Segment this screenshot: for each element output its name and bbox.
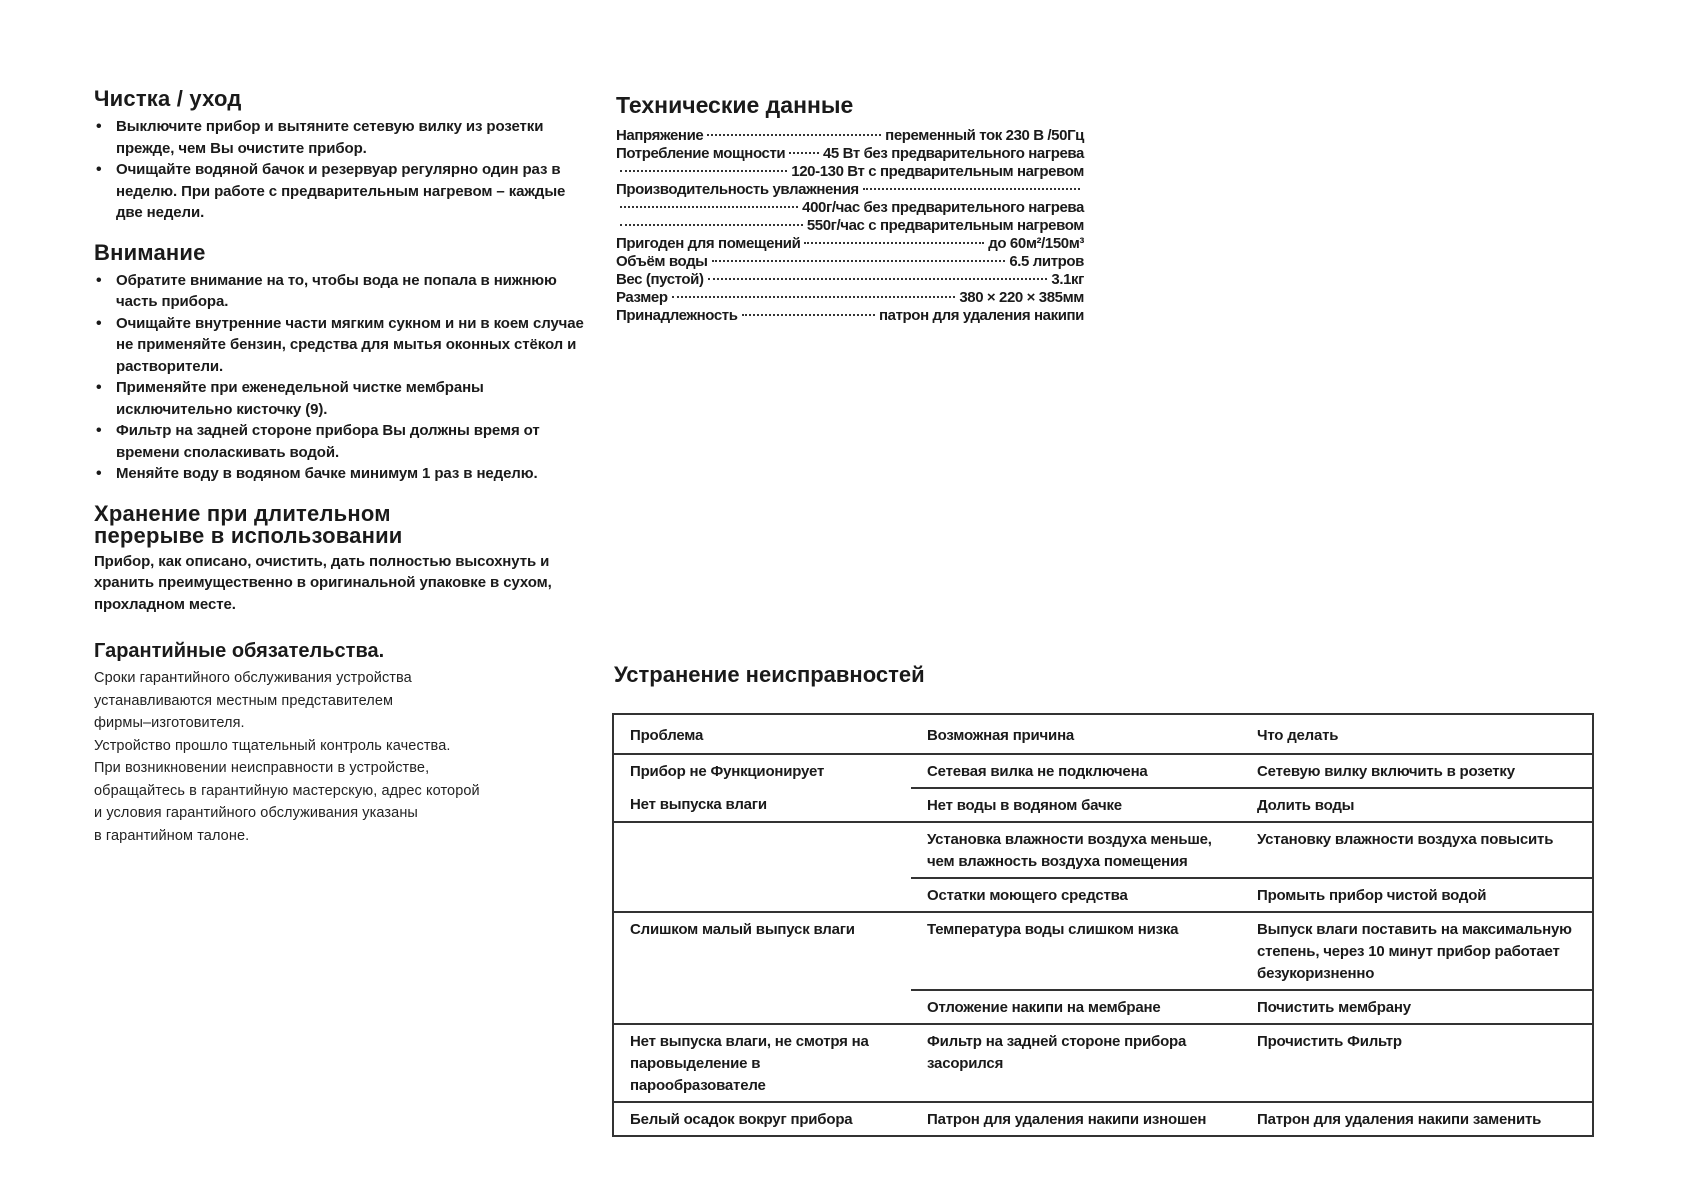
cell-action: Сетевую вилку включить в розетку [1241, 754, 1593, 788]
warranty-title: Гарантийные обязательства. [94, 640, 385, 662]
spec-label: Пригоден для помещений [616, 235, 801, 252]
spec-row [616, 253, 1084, 271]
care-title: Чистка / уход [94, 86, 242, 111]
attention-item: • Применяйте при еженедельной чистке мембраны исключительно кисточку (9). [94, 377, 594, 420]
cell-action: Выпуск влаги поставить на максимальную степень, через 10 минут прибор работает безукоризненно [1241, 912, 1593, 990]
cell-problem: Белый осадок вокруг прибора [613, 1102, 911, 1136]
leader-dots [708, 278, 1048, 280]
care-item: • Выключите прибор и вытяните сетевую вилку из розетки прежде, чем Вы очистите прибор. [94, 116, 594, 159]
cell-problem: Слишком малый выпуск влаги [613, 912, 911, 990]
spec-value: 3.1кг [1051, 271, 1084, 288]
spec-label: Производительность увлажнения [616, 181, 859, 198]
table-row [613, 912, 1593, 990]
spec-value: 6.5 литров [1009, 253, 1084, 270]
spec-row [616, 289, 1084, 307]
table-header-row [613, 714, 1593, 754]
leader-dots [712, 260, 1006, 262]
header-problem: Проблема [630, 727, 704, 744]
leader-dots [789, 152, 819, 154]
cell-problem [613, 990, 911, 1024]
table-row [613, 1102, 1593, 1136]
cell-problem [613, 822, 911, 878]
left-column [94, 88, 594, 865]
spec-row [616, 145, 1084, 163]
cell-action: Патрон для удаления накипи заменить [1241, 1102, 1593, 1136]
cell-problem: Нет выпуска влаги [630, 796, 767, 813]
attention-item: • Очищайте внутренние части мягким сукном и ни в коем случае не применяйте бензин, средства для мытья оконных стёкол и растворители. [94, 313, 594, 378]
cell-cause: Остатки моющего средства [911, 878, 1241, 912]
leader-dots [620, 224, 803, 226]
leader-dots [707, 134, 881, 136]
spec-label: Вес (пустой) [616, 271, 704, 288]
leader-dots [742, 314, 875, 316]
spec-row [616, 127, 1084, 145]
spec-label: Принадлежность [616, 307, 738, 324]
tech-section [616, 92, 1616, 325]
attention-item: • Меняйте воду в водяном бачке минимум 1 раз в неделю. [94, 463, 594, 485]
warranty-line: Устройство прошло тщательный контроль качества. [94, 737, 451, 754]
cell-problem: Нет выпуска влаги, не смотря на паровыделение в парообразователе [613, 1024, 911, 1102]
care-section [94, 88, 594, 224]
storage-title [94, 500, 594, 548]
storage-title-line1: Хранение при длительном [94, 500, 391, 526]
cell-action: Прочистить Фильтр [1241, 1024, 1593, 1102]
storage-section [94, 500, 594, 616]
cell-cause: Отложение накипи на мембране [911, 990, 1241, 1024]
cell-cause: Установка влажности воздуха меньше, чем влажность воздуха помещения [911, 822, 1241, 878]
spec-value: переменный ток 230 В /50Гц [885, 127, 1084, 144]
cell-action: Промыть прибор чистой водой [1241, 878, 1593, 912]
cell-problem [613, 878, 911, 912]
cell-cause: Патрон для удаления накипи изношен [911, 1102, 1241, 1136]
warranty-line: устанавливаются местным представителем [94, 692, 394, 709]
storage-text: Прибор, как описано, очистить, дать полностью высохнуть и хранить преимущественно в оригинальной упаковке в сухом, прохладном месте. [94, 552, 552, 613]
leader-dots [620, 206, 798, 208]
tech-title: Технические данные [616, 92, 854, 118]
table-row [613, 878, 1593, 912]
leader-dots [620, 170, 787, 172]
header-cause: Возможная причина [927, 727, 1075, 744]
care-list [94, 116, 594, 224]
attention-item: • Обратите внимание на то, чтобы вода не попала в нижнюю часть прибора. [94, 270, 594, 313]
table-row [613, 1024, 1593, 1102]
leader-dots [672, 296, 956, 298]
cell-action: Долить воды [1241, 788, 1593, 822]
attention-list [94, 270, 594, 485]
spec-value: 120-130 Вт с предварительным нагревом [791, 163, 1084, 180]
trouble-title: Устранение неисправностей [614, 662, 925, 687]
cell-cause: Температура воды слишком низка [911, 912, 1241, 990]
cell-action: Почистить мембрану [1241, 990, 1593, 1024]
warranty-text [94, 667, 594, 847]
table-row [613, 754, 1593, 788]
cell-action: Установку влажности воздуха повысить [1241, 822, 1593, 878]
warranty-line: обращайтесь в гарантийную мастерскую, адрес которой [94, 782, 480, 799]
table-row [613, 990, 1593, 1024]
trouble-table [612, 713, 1594, 1137]
warranty-line: и условия гарантийного обслуживания указаны [94, 805, 418, 821]
cell-problem: Прибор не Функционирует [613, 754, 911, 788]
table-row [613, 822, 1593, 878]
spec-label: Напряжение [616, 127, 704, 144]
leader-dots [804, 242, 984, 244]
leader-dots [863, 188, 1080, 190]
spec-value: 380 × 220 × 385мм [959, 289, 1084, 306]
attention-title: Внимание [94, 239, 206, 265]
header-action: Что делать [1257, 727, 1339, 744]
spec-label: Потребление мощности [616, 145, 786, 162]
spec-row [616, 217, 1084, 235]
attention-section [94, 239, 594, 485]
attention-item: • Фильтр на задней стороне прибора Вы должны время от времени споласкивать водой. [94, 420, 594, 463]
spec-row [616, 307, 1084, 325]
warranty-line: в гарантийном талоне. [94, 827, 250, 844]
spec-row [616, 271, 1084, 289]
cell-cause: Сетевая вилка не подключена [911, 754, 1241, 788]
care-item: • Очищайте водяной бачок и резервуар регулярно один раз в неделю. При работе с предварительным нагревом – каждые две недели. [94, 159, 594, 224]
spec-row [616, 235, 1084, 253]
cell-cause: Нет воды в водяном бачке [911, 788, 1241, 822]
warranty-section [94, 641, 594, 847]
spec-label: Размер [616, 289, 668, 306]
spec-value: 45 Вт без предварительного нагрева [822, 145, 1084, 162]
spec-label: Объём воды [616, 253, 708, 270]
spec-value: патрон для удаления накипи [879, 307, 1084, 324]
spec-row [616, 199, 1084, 217]
warranty-line: фирмы–изготовителя. [94, 715, 245, 731]
warranty-line: При возникновении неисправности в устройстве, [94, 760, 430, 776]
warranty-line: Сроки гарантийного обслуживания устройства [94, 670, 412, 686]
spec-value: 400г/час без предварительного нагрева [802, 199, 1084, 216]
spec-value: до 60м²/150м³ [988, 235, 1084, 252]
cell-cause: Фильтр на задней стороне прибора засорился [911, 1024, 1241, 1102]
spec-list [616, 127, 1084, 325]
spec-row [616, 181, 1084, 199]
table-row [613, 788, 1593, 822]
spec-value: 550г/час с предварительным нагревом [806, 217, 1084, 234]
storage-title-line2: перерыве в использовании [94, 522, 403, 548]
spec-row [616, 163, 1084, 181]
